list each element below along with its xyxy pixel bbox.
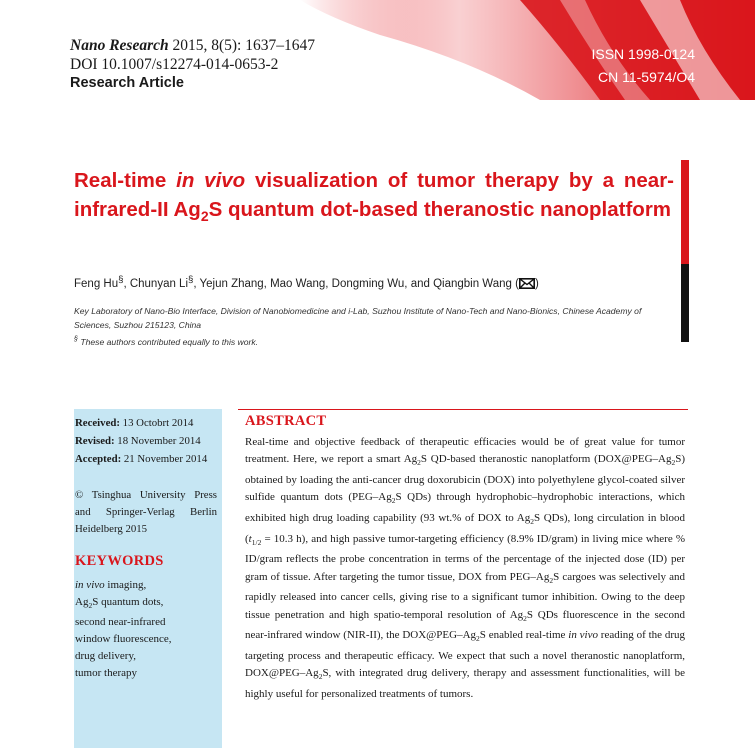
keyword-subscript: 2 [88,601,93,611]
abstract-subscript: 2 [318,672,323,682]
abstract-subscript: 2 [391,496,396,506]
note-text: These authors contributed equally to this work. [77,336,259,347]
abstract-text: S) obtained by loading the anti-cancer drug doxorubicin (DOX) into polyethylene glycol-coated silver sulfide quantum dots (PEG–Ag [245,453,685,504]
keywords-heading: KEYWORDS [75,553,164,569]
abstract-subscript: 2 [530,517,534,527]
received-label: Received: [75,417,120,429]
accepted-date [75,450,207,468]
journal-header [70,36,315,93]
author-list [74,272,539,294]
author: , Yejun Zhang, Mao Wang, Dongming Wu, and Qiangbin Wang ( [193,277,519,290]
keyword-text: S quantum dots, [92,596,164,608]
abstract-heading: ABSTRACT [245,413,327,429]
citation: 2015, 8(5): 1637–1647 [172,37,315,54]
revised-value: 18 November 2014 [114,435,201,447]
keyword-text: imaging, [104,579,147,591]
abstract-text: S QD-based theranostic nanoplatform (DOX@PEG–Ag [420,453,672,466]
accepted-label: Accepted: [75,453,122,465]
article-type: Research Article [70,75,184,91]
received-value: 13 Octobrt 2014 [119,417,194,429]
abstract-text: S QDs fluorescence in the second near-infrared window (NIR-II), the DOX@PEG–Ag [245,608,685,642]
title-part: visualization of tumor therapy by a near-infrared-II Ag [74,169,674,221]
abstract-text: Real-time and objective feedback of therapeutic efficacies would be of great value for tumor treatment. Here, we report a smart Ag [245,436,685,466]
half-life-symbol: t [248,532,252,545]
half-life-subscript: 1/2 [251,537,262,547]
abstract-text: S QDs), long circulation in blood ( [245,512,686,545]
abstract-subscript: 2 [476,634,480,644]
abstract-text: S cargoes was selectively and rapidly released into cancer cells, giving rise to a significant tumor inhibition. Owing to the deep tissue penetration and high spatio-temporal resolution of Ag [245,570,685,621]
note-mark: § [74,335,78,343]
author: , Chunyan Li [123,277,189,290]
abstract-subscript: 2 [417,458,421,468]
equal-contribution-note [74,332,674,349]
abstract-subscript: 2 [523,613,527,623]
keyword: second near-infrared [75,616,166,629]
keyword [75,594,172,614]
author: Feng Hu [74,277,119,290]
doi: DOI 10.1007/s12274-014-0653-2 [70,56,279,73]
envelope-icon[interactable] [519,278,535,294]
abstract-text: = 10.3 h), and high passive tumor-targeting efficiency (8.9% ID/gram) in living mice where % ID/gram reflects the probe concentration in terms of the percentage of the injected dose (ID) per gram of tissue. After targeting the tumor tissue, DOX from PEG–Ag [245,532,685,583]
abstract-text: reading of the drug targeting process and therapeutic efficacy. We expect that such a novel theranostic nanoplatform, DOX@PEG–Ag [245,629,685,680]
title-subscript: 2 [200,208,209,225]
side-bar-black [681,264,689,342]
revised-label: Revised: [75,435,115,447]
cn-number: CN 11-5974/O4 [597,69,695,85]
side-bar-red [681,160,689,264]
title-part: Real-time [74,169,177,192]
abstract-text: S enabled real-time [479,629,569,642]
keyword: tumor therapy [75,667,138,680]
keyword-list [75,577,172,682]
abstract-paragraph [245,434,685,703]
title-italic: in vivo [176,169,246,192]
revised-date [75,432,207,450]
keyword: drug delivery, [75,650,136,663]
abstract-subscript: 2 [549,575,554,585]
abstract-text: S, with integrated drug delivery, therapy and assessment functionalities, will be highly useful for personalized treatments of tumors. [245,667,685,700]
abstract-body [245,434,685,703]
keyword: window fluorescence, [75,633,172,646]
keyword-text: Ag [75,596,89,608]
article-title [74,166,674,231]
author-end: ) [534,277,539,290]
journal-citation [70,36,315,55]
received-date [75,414,207,432]
equal-contribution-mark: § [118,274,124,285]
history-dates [75,414,207,468]
keyword-italic: in vivo [75,579,105,591]
title-part: S quantum dot-based theranostic nanoplatform [208,198,672,221]
copyright: © Tsinghua University Press and Springer-Verlag Berlin Heidelberg 2015 [75,489,217,535]
affiliation [74,304,674,349]
equal-contribution-mark: § [188,274,194,285]
accepted-value: 21 November 2014 [121,453,208,465]
keyword [75,577,172,594]
abstract-text: S QDs) through hydrophobic–hydrophobic interactions, which exhibited high drug loading capability (93 wt.% of DOX to Ag [245,491,685,524]
abstract-italic: in vivo [568,629,598,642]
journal-name: Nano Research [70,37,169,54]
abstract-subscript: 2 [671,458,676,468]
issn: ISSN 1998-0124 [591,46,695,62]
affiliation-text: Key Laboratory of Nano-Bio Interface, Division of Nanobiomedicine and i-Lab, Suzhou Institute of Nano-Tech and Nano-Bionics, Chinese Academy of Sciences, Suzhou 215123, China [74,306,642,330]
abstract-rule [238,409,688,410]
issn-block [591,43,695,89]
